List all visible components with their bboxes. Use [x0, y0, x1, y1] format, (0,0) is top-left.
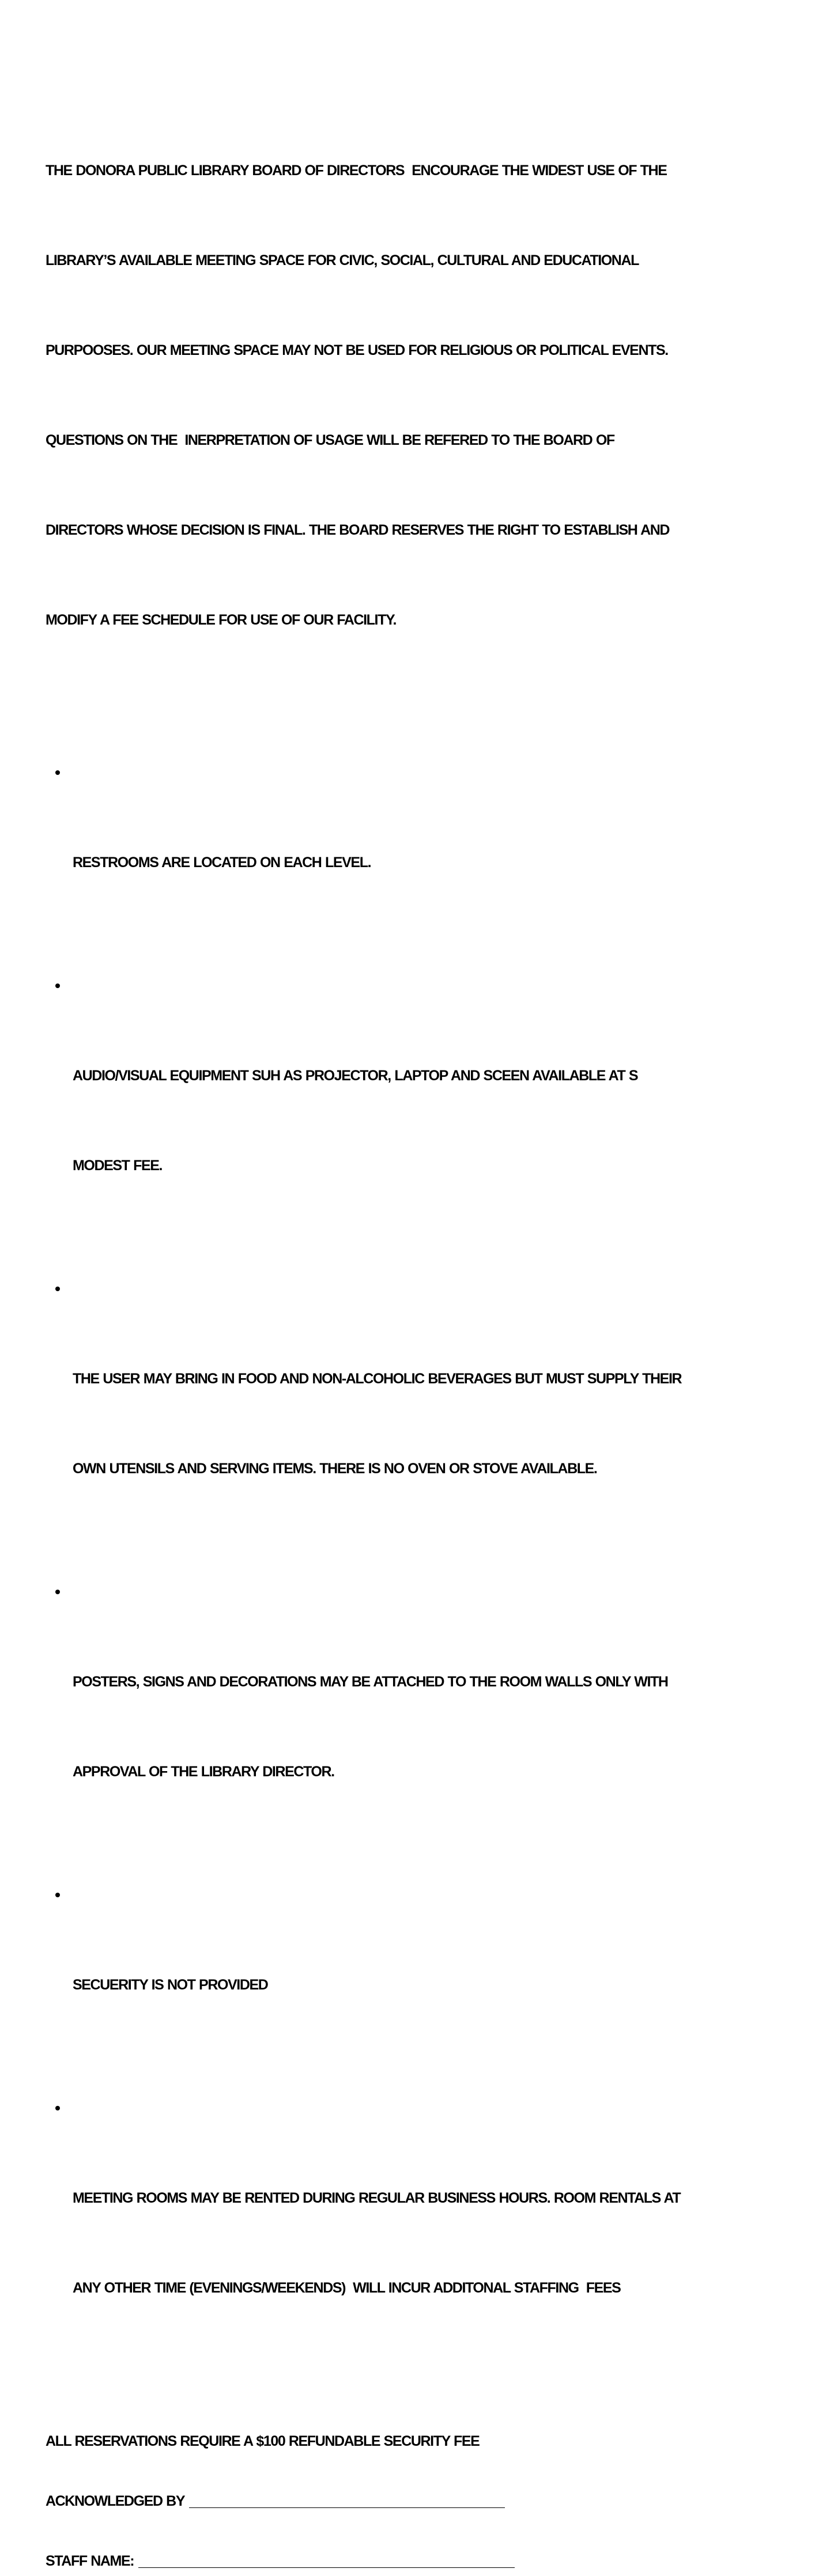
rule-line: RESTROOMS ARE LOCATED ON EACH LEVEL.: [73, 854, 371, 871]
rule-rental-hours: [46, 2093, 783, 2363]
rule-restrooms: [46, 758, 783, 937]
rule-line: AUDIO/VISUAL EQUIPMENT SUH AS PROJECTOR, LAPTOP AND SCEEN AVAILABLE AT S: [73, 1068, 638, 1084]
rule-line: APPROVAL OF THE LIBRARY DIRECTOR.: [73, 1764, 334, 1780]
bullet-icon: [55, 1590, 60, 1594]
rule-av-equipment: [46, 971, 783, 1240]
staff-name-signature-line[interactable]: [138, 2567, 515, 2568]
rule-line: THE USER MAY BRING IN FOOD AND NON-ALCOHOLIC BEVERAGES BUT MUST SUPPLY THEIR: [73, 1371, 682, 1387]
staff-name-label: STAFF NAME:: [46, 2553, 134, 2569]
rule-line: OWN UTENSILS AND SERVING ITEMS. THERE IS NO OVEN OR STOVE AVAILABLE.: [73, 1461, 597, 1477]
bullet-icon: [55, 770, 60, 775]
acknowledged-by-label: ACKNOWLEDGED BY: [46, 2493, 185, 2509]
intro-line: QUESTIONS ON THE INERPRETATION OF USAGE WILL BE REFERED TO THE BOARD OF: [46, 432, 614, 448]
rule-line: MEETING ROOMS MAY BE RENTED DURING REGULAR BUSINESS HOURS. ROOM RENTALS AT: [73, 2190, 681, 2206]
intro-line: THE DONORA PUBLIC LIBRARY BOARD OF DIRECTORS ENCOURAGE THE WIDEST USE OF THE: [46, 162, 667, 179]
bullet-icon: [55, 1893, 60, 1897]
rule-posters-signs: [46, 1577, 783, 1847]
bullet-icon: [55, 2106, 60, 2110]
security-fee-notice: ALL RESERVATIONS REQUIRE A $100 REFUNDABLE SECURITY FEE: [46, 2433, 480, 2449]
acknowledged-by-row: [46, 2486, 783, 2516]
rule-security: [46, 1880, 783, 2060]
rule-line: POSTERS, SIGNS AND DECORATIONS MAY BE ATTACHED TO THE ROOM WALLS ONLY WITH: [73, 1674, 668, 1690]
rule-line: ANY OTHER TIME (EVENINGS/WEEKENDS) WILL INCUR ADDITONAL STAFFING FEES: [73, 2280, 621, 2296]
acknowledged-by-signature-line[interactable]: [189, 2507, 505, 2508]
intro-line: LIBRARY’S AVAILABLE MEETING SPACE FOR CIVIC, SOCIAL, CULTURAL AND EDUCATIONAL: [46, 252, 639, 268]
rule-line: SECUERITY IS NOT PROVIDED: [73, 1977, 268, 1993]
rules-list: [46, 724, 783, 2396]
rule-food-beverages: [46, 1274, 783, 1544]
staff-name-row: [46, 2546, 783, 2576]
intro-line: DIRECTORS WHOSE DECISION IS FINAL. THE BOARD RESERVES THE RIGHT TO ESTABLISH AND: [46, 522, 670, 538]
bullet-icon: [55, 1287, 60, 1291]
intro-line: PURPOOSES. OUR MEETING SPACE MAY NOT BE USED FOR RELIGIOUS OR POLITICAL EVENTS.: [46, 342, 668, 358]
bullet-icon: [55, 984, 60, 988]
document-page: [46, 96, 783, 2576]
rule-line: MODEST FEE.: [73, 1158, 163, 1174]
policy-intro-paragraph: [46, 96, 783, 695]
intro-line: MODIFY A FEE SCHEDULE FOR USE OF OUR FACILITY.: [46, 612, 396, 628]
